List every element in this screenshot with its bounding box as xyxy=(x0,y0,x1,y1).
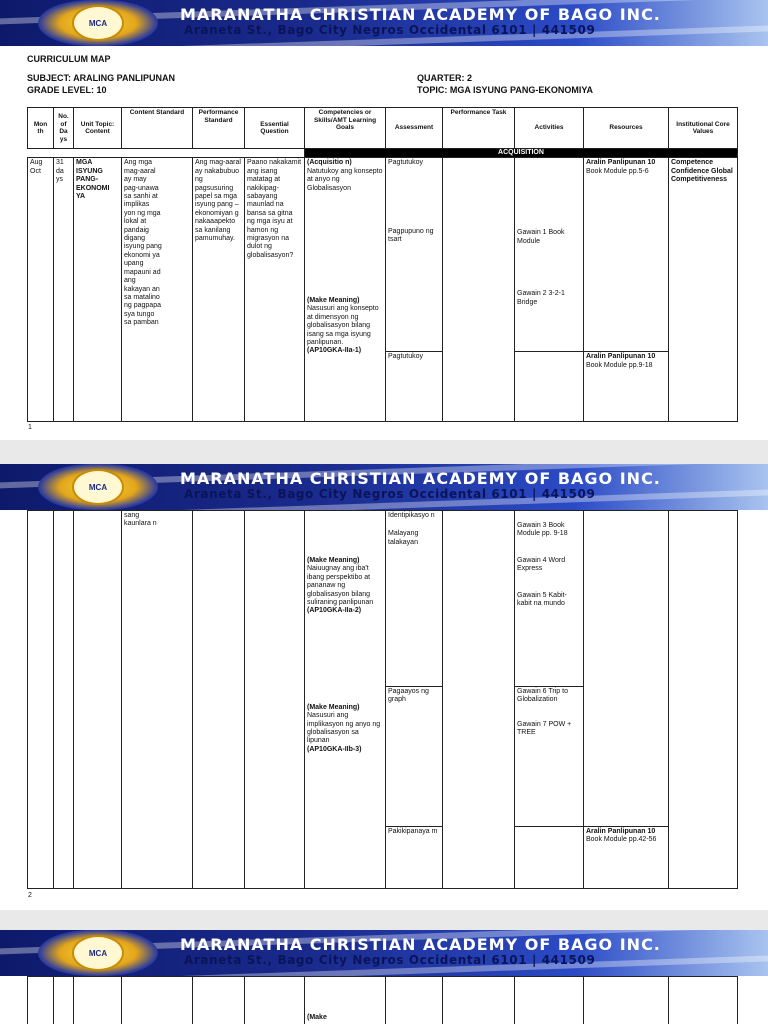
school-address: Araneta St., Bago City Negros Occidental 6101 | 441509 xyxy=(184,487,596,501)
assessment-cell-3: Pakikipanaya m xyxy=(386,827,443,889)
school-logo xyxy=(38,464,158,510)
col-days: No. of Da ys xyxy=(54,108,74,149)
school-address: Araneta St., Bago City Negros Occidental 6101 | 441509 xyxy=(184,23,596,37)
col-essential-question: Essential Question xyxy=(245,108,305,149)
col-assessment: Assessment xyxy=(386,108,443,149)
col-core-values: Institutional Core Values xyxy=(669,108,738,149)
col-performance-task: Performance Task xyxy=(443,108,515,149)
competencies-cell: (Make xyxy=(305,977,386,1024)
activities-cell-2: Gawain 6 Trip to Globalization Gawain 7 POW + TREE xyxy=(515,687,584,827)
assessment-cell: Identipikasyo n Malayang talakayan xyxy=(386,511,443,687)
col-unit-topic: Unit Topic: Content xyxy=(74,108,122,149)
competencies-cell: (Acquisitio n) Natutukoy ang konsepto at anyo ng Globalisasyon (Make Meaning) Nasusuri ang konsepto at dimensyon ng globalisasyon bilang isang sa mga isyung panlipunan. (AP10GKA-IIa-1) xyxy=(305,158,386,422)
competencies-cell: (Make Meaning) Naiuugnay ang iba't ibang perspektibo at pananaw ng globalisasyon bilang suliraning panlipunan (AP10GKA-IIa-2) (Make Meaning) Nasusuri ang implikasyon ng anyo ng globalisasyon sa lipunan (AP10GKA-IIb-3) xyxy=(305,511,386,889)
activities-cell-2 xyxy=(515,352,584,422)
unit-topic-cell xyxy=(74,511,122,889)
days-cell: 31 da ys xyxy=(54,158,74,422)
performance-task-cell xyxy=(443,511,515,889)
school-seal-icon: MCA xyxy=(72,469,124,505)
activities-cell-3 xyxy=(515,827,584,889)
content-standard-cell: Ang mga mag-aaral ay may pag-unawa sa sanhi at implikas yon ng mga lokal at pandaig digang isyung pang ekonomi ya upang mapauni ad ang kakayan an sa matalino ng pagpapa sya tungo sa pamban xyxy=(122,158,193,422)
school-logo xyxy=(38,0,158,46)
days-cell xyxy=(54,511,74,889)
page-number: 2 xyxy=(28,892,32,899)
core-values-cell: Competence Confidence Global Competitiveness xyxy=(669,158,738,422)
curriculum-table-page-1 xyxy=(27,107,738,422)
subject: SUBJECT: ARALING PANLIPUNAN xyxy=(27,73,176,83)
acquisition-bar: ACQUISITION xyxy=(305,149,738,158)
school-name: MARANATHA CHRISTIAN ACADEMY OF BAGO INC. xyxy=(180,5,661,24)
performance-task-cell xyxy=(443,158,515,422)
activities-cell: Gawain 3 Book Module pp. 9-18 Gawain 4 Word Express Gawain 5 Kabit-kabit na mundo xyxy=(515,511,584,687)
page-1 xyxy=(0,0,768,440)
curriculum-table-page-3 xyxy=(27,976,738,1024)
performance-standard-cell: Ang mag-aaral ay nakabubuo ng pagsusuring papel sa mga isyung pang – ekonomiyan g nakaaapekto sa kanilang pamumuhay. xyxy=(193,158,245,422)
unit-topic-cell: MGA ISYUNG PANG-EKONOMI YA xyxy=(74,158,122,422)
col-resources: Resources xyxy=(584,108,669,149)
school-banner xyxy=(0,930,768,976)
quarter: QUARTER: 2 xyxy=(417,73,473,83)
school-name: MARANATHA CHRISTIAN ACADEMY OF BAGO INC. xyxy=(180,469,661,488)
col-competencies: Competencies or Skills/AMT Learning Goals xyxy=(305,108,386,149)
resources-cell-3: Aralin Panlipunan 10 Book Module pp.42-56 xyxy=(584,827,669,889)
resources-cell-2: Aralin Panlipunan 10 Book Module pp.9-18 xyxy=(584,352,669,422)
page-3 xyxy=(0,930,768,1024)
grade-level: GRADE LEVEL: 10 xyxy=(27,85,107,95)
col-performance-standard: Performance Standard xyxy=(193,108,245,149)
topic: TOPIC: MGA ISYUNG PANG-EKONOMIYA xyxy=(417,85,594,95)
school-seal-icon: MCA xyxy=(72,935,124,971)
col-content-standard: Content Standard xyxy=(122,108,193,149)
content-standard-cell: sang kaunlara n xyxy=(122,511,193,889)
page-2 xyxy=(0,464,768,910)
resources-cell: Aralin Panlipunan 10 Book Module pp.5-6 xyxy=(584,158,669,352)
month-cell xyxy=(28,511,54,889)
activities-cell: Gawain 1 Book Module Gawain 2 3-2-1 Bridge xyxy=(515,158,584,352)
col-month: Mon th xyxy=(28,108,54,149)
month-cell: Aug Oct xyxy=(28,158,54,422)
page-number: 1 xyxy=(28,424,32,431)
col-activities: Activities xyxy=(515,108,584,149)
school-logo xyxy=(38,930,158,976)
doc-title: CURRICULUM MAP xyxy=(27,54,111,64)
essential-question-cell xyxy=(245,511,305,889)
school-banner xyxy=(0,464,768,510)
school-banner xyxy=(0,0,768,46)
assessment-cell-2: Pagaayos ng graph xyxy=(386,687,443,827)
assessment-cell: Pagtutukoy Pagpupuno ng tsart xyxy=(386,158,443,352)
essential-question-cell: Paano nakakamit ang isang matatag at nakikipag-sabayang maunlad na bansa sa gitna ng mga isyu at hamon ng migrasyon na dulot ng globalisasyon? xyxy=(245,158,305,422)
resources-cell xyxy=(584,511,669,827)
performance-standard-cell xyxy=(193,511,245,889)
school-seal-icon: MCA xyxy=(72,5,124,41)
school-address: Araneta St., Bago City Negros Occidental 6101 | 441509 xyxy=(184,953,596,967)
school-name: MARANATHA CHRISTIAN ACADEMY OF BAGO INC. xyxy=(180,935,661,954)
curriculum-table-page-2 xyxy=(27,510,738,889)
core-values-cell xyxy=(669,511,738,889)
assessment-cell-2: Pagtutukoy xyxy=(386,352,443,422)
